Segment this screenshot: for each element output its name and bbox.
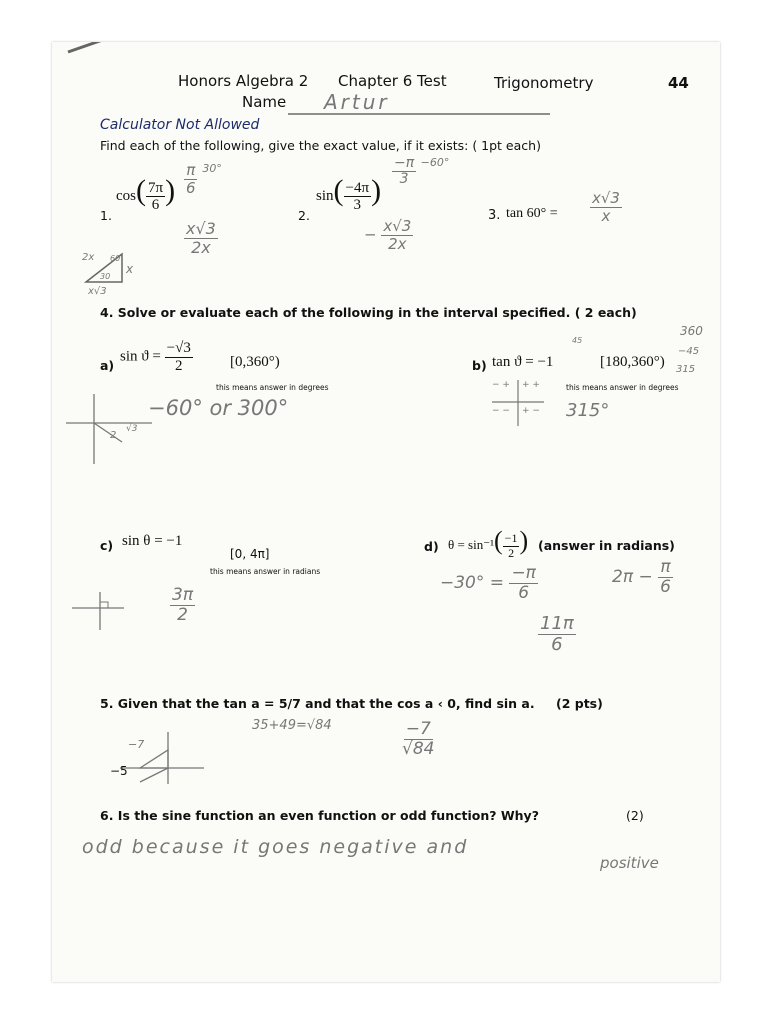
q6-points: (2) xyxy=(626,808,644,823)
q4d-work-left: −30° = $\frac{-\pi}{6}$ xyxy=(440,563,536,603)
q3-number: 3. xyxy=(488,208,501,223)
q4a-note: this means answer in degrees xyxy=(216,383,329,392)
q5-diagram-top: −7 xyxy=(128,738,145,751)
q4d-note: (answer in radians) xyxy=(538,538,675,553)
q1-work-angle: $\frac{\pi}{6}$ $^{30^\circ}$ xyxy=(186,161,222,197)
q1-number: 1. xyxy=(100,208,112,223)
q4a-interval: [0,360°) xyxy=(230,354,280,370)
q4c-interval: [0, 4π] xyxy=(230,547,270,561)
instructions: Find each of the following, give the exact value, if it exists: ( 1pt each) xyxy=(100,138,541,153)
q5-work-sum: 35+49=√84 xyxy=(252,718,332,733)
q4b-sign-q1: + + xyxy=(522,380,540,390)
q4b-side-45: −45 xyxy=(678,346,700,357)
q5-answer: $\frac{-7}{√84}$ xyxy=(402,719,435,759)
q4a-diagram-label2: √3 xyxy=(126,424,138,434)
q4c-label: c) xyxy=(100,538,114,553)
q4b-side-360: 360 xyxy=(680,324,703,338)
q4d-label: d) xyxy=(424,539,439,554)
q4b-side-315: 315 xyxy=(676,364,696,375)
q2-work-angle: $\frac{-\pi}{3}$ $^{-60^\circ}$ xyxy=(394,155,450,188)
q4b-scribble: 45 xyxy=(572,336,583,345)
triangle-angle1: 60 xyxy=(110,254,121,263)
q4d-expression: θ = sin⁻¹( $\frac{-1}{2}$ ) xyxy=(448,526,529,560)
name-value: Artur xyxy=(324,90,390,114)
calculator-note: Calculator Not Allowed xyxy=(100,117,260,133)
staple-mark xyxy=(68,42,114,52)
part4-instructions: 4. Solve or evaluate each of the following in the interval specified. ( 2 each) xyxy=(100,305,637,320)
q4b-note: this means answer in degrees xyxy=(566,383,679,392)
q4b-expression: tan ϑ = −1 xyxy=(492,354,554,370)
q1-expression: cos( $\frac{7\pi}{6}$ ) xyxy=(116,174,176,214)
q4d-answer: $\frac{11\pi}{6}$ xyxy=(540,613,574,655)
q6-answer: odd because it goes negative and xyxy=(82,836,469,858)
score: 44 xyxy=(668,74,689,92)
triangle-angle2: 30 xyxy=(100,272,111,281)
q5-points: (2 pts) xyxy=(556,696,603,711)
q2-number: 2. xyxy=(298,208,310,223)
name-label: Name xyxy=(242,93,287,111)
q6-question: 6. Is the sine function an even function or odd function? Why? xyxy=(100,808,539,823)
q4a-diagram-label: 2 xyxy=(110,430,117,441)
q4a-work: −60° or 300° xyxy=(148,396,289,420)
q6-answer-cont: positive xyxy=(600,854,659,872)
triangle-base: x√3 xyxy=(88,286,107,297)
q4b-sign-q2: − + xyxy=(492,380,510,390)
q4b-sign-q4: + − xyxy=(522,406,540,416)
q4a-label: a) xyxy=(100,358,115,373)
q4a-expression: sin ϑ = $\frac{-√3}{2}$ xyxy=(120,340,191,374)
triangle-side: x xyxy=(126,262,134,276)
chapter-title: Chapter 6 Test xyxy=(338,72,447,90)
q3-work-answer: $\frac{x√3}{x}$ xyxy=(592,189,620,225)
q4b-interval: [180,360°) xyxy=(600,354,665,370)
q4c-expression: sin θ = −1 xyxy=(122,533,183,549)
q5-question: 5. Given that the tan a = 5/7 and that the cos a ‹ 0, find sin a. xyxy=(100,696,535,711)
course-title: Honors Algebra 2 xyxy=(178,72,309,90)
q3-expression: tan 60° = xyxy=(506,206,558,221)
test-paper xyxy=(52,42,720,982)
topic-title: Trigonometry xyxy=(494,74,594,92)
q5-diagram-left: −5 xyxy=(110,764,128,778)
q4b-label: b) xyxy=(472,358,487,373)
q4c-note: this means answer in radians xyxy=(210,567,321,576)
q2-work-answer: − $\frac{x√3}{2x}$ xyxy=(364,217,412,253)
q4b-work: 315° xyxy=(566,400,610,421)
q4c-work: $\frac{3\pi}{2}$ xyxy=(172,585,194,625)
q1-work-answer: $\frac{x√3}{2x}$ xyxy=(186,219,216,257)
q4d-work-right: 2π − $\frac{\pi}{6}$ xyxy=(612,557,671,597)
triangle-hyp: 2x xyxy=(82,252,95,263)
q2-expression: sin( $\frac{-4\pi}{3}$ ) xyxy=(316,174,382,214)
q4b-sign-q3: − − xyxy=(492,406,510,416)
